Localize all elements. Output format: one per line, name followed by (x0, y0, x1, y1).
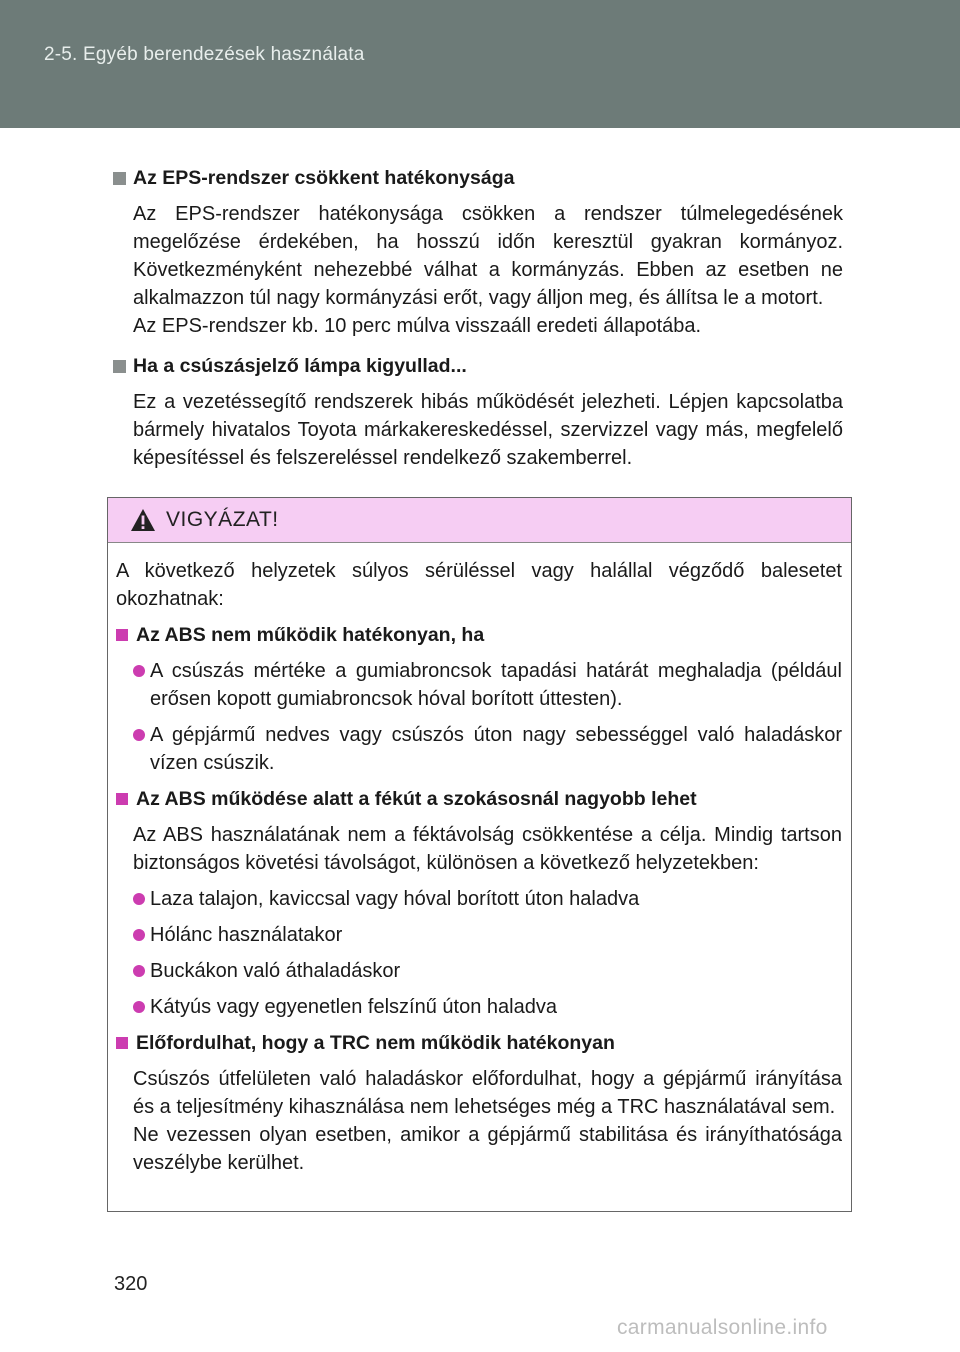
section-body: Az EPS-rendszer hatékonysága csökken a rendszer túlmelegedésének megelőzése érdekében, ha hosszú időn keresztül gyakran kormányoz. Következményként nehezebbé válhat a kormányzás. Ebben az esetben ne alkalmazzon túl nagy kormányzási erőt, vagy álljon meg, és állítsa le a motort. Az EPS-rendszer kb. 10 perc múlva visszaáll eredeti állapotába. (133, 203, 843, 337)
page-number: 320 (114, 1273, 148, 1295)
round-bullet-icon (133, 893, 145, 905)
caution-body (108, 543, 851, 1177)
section-title: Ha a csúszásjelző lámpa kigyullad... (113, 352, 843, 380)
square-bullet-icon (116, 1037, 128, 1049)
chapter-title: 2-5. Egyéb berendezések használata (44, 44, 365, 65)
round-bullet-icon (133, 965, 145, 977)
list-item: Kátyús vagy egyenetlen felszínű úton haladva (133, 993, 842, 1021)
warning-triangle-icon (130, 508, 156, 532)
square-bullet-icon (116, 793, 128, 805)
square-bullet-icon (113, 172, 126, 185)
caution-header (108, 498, 851, 543)
trc-section-title: Előfordulhat, hogy a TRC nem működik hatékonyan (116, 1029, 842, 1057)
main-content (113, 164, 843, 484)
watermark: carmanualsonline.info (617, 1316, 828, 1339)
caution-box (107, 497, 852, 1212)
caution-intro: A következő helyzetek súlyos sérüléssel vagy halállal végződő balesetet okozhatnak: (116, 560, 842, 610)
list-item: Hólánc használatakor (133, 921, 842, 949)
braking-section-title: Az ABS működése alatt a fékút a szokásosnál nagyobb lehet (116, 785, 842, 813)
caution-title: VIGYÁZAT! (166, 508, 279, 531)
list-item: Laza talajon, kaviccsal vagy hóval borított úton haladva (133, 885, 842, 913)
section-eps (113, 164, 843, 340)
page-header (0, 0, 960, 128)
braking-body: Az ABS használatának nem a féktávolság csökkentése a célja. Mindig tartson biztonságos követési távolságot, különösen a következő helyzetekben: (133, 824, 842, 874)
square-bullet-icon (116, 629, 128, 641)
round-bullet-icon (133, 665, 145, 677)
square-bullet-icon (113, 360, 126, 373)
section-title: Az EPS-rendszer csökkent hatékonysága (113, 164, 843, 192)
list-item: A gépjármű nedves vagy csúszós úton nagy sebességgel való haladáskor vízen csúszik. (133, 721, 842, 777)
abs-section-title: Az ABS nem működik hatékonyan, ha (116, 621, 842, 649)
round-bullet-icon (133, 1001, 145, 1013)
round-bullet-icon (133, 929, 145, 941)
trc-body: Csúszós útfelületen való haladáskor előfordulhat, hogy a gépjármű irányítása és a teljesítmény kihasználása nem lehetséges még a TRC használatával sem. Ne vezessen olyan esetben, amikor a gépjármű stabilitása és irányíthatósága veszélybe kerülhet. (133, 1068, 842, 1174)
list-item: Buckákon való áthaladáskor (133, 957, 842, 985)
section-slip-indicator (113, 352, 843, 472)
round-bullet-icon (133, 729, 145, 741)
section-body: Ez a vezetéssegítő rendszerek hibás működését jelezheti. Lépjen kapcsolatba bármely hivatalos Toyota márkakereskedéssel, szervizzel vagy más, megfelelő képesítéssel és felszereléssel rendelkező szakemberrel. (133, 391, 843, 469)
list-item: A csúszás mértéke a gumiabroncsok tapadási határát meghaladja (például erősen kopott gumiabroncsok hóval borított úttesten). (133, 657, 842, 713)
